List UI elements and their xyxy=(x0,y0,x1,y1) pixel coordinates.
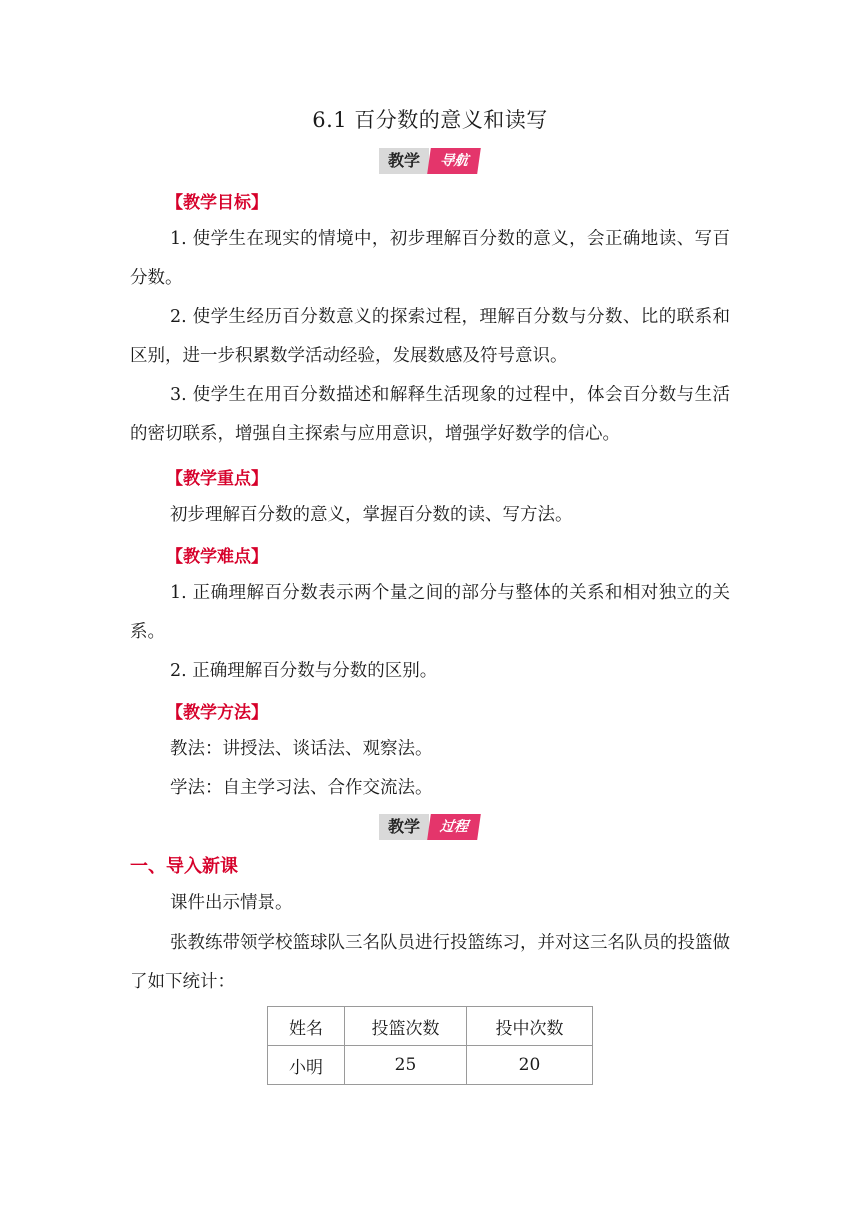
table-cell: 25 xyxy=(345,1046,467,1085)
table-cell: 20 xyxy=(467,1046,593,1085)
shooting-stats-table xyxy=(267,1006,593,1085)
difficulty-item-1: 1. 正确理解百分数表示两个量之间的部分与整体的关系和相对独立的关系。 xyxy=(130,583,730,642)
section1-paragraph-1: 课件出示情景。 xyxy=(170,893,293,913)
difficulties-heading: 【教学难点】 xyxy=(166,547,268,567)
badge-left-label: 教学 xyxy=(379,148,429,174)
methods-heading: 【教学方法】 xyxy=(166,703,268,723)
goal-item-2: 2. 使学生经历百分数意义的探索过程，理解百分数与分数、比的联系和区别，进一步积累数学活动经验，发展数感及符号意识。 xyxy=(130,307,730,366)
goal-item-3: 3. 使学生在用百分数描述和解释生活现象的过程中，体会百分数与生活的密切联系，增强自主探索与应用意识，增强学好数学的信心。 xyxy=(130,385,730,444)
key-points-heading: 【教学重点】 xyxy=(166,469,268,489)
document-title: 6.1 百分数的意义和读写 xyxy=(312,108,548,132)
badge-right-label: 导航 xyxy=(427,148,481,174)
table-header-cell: 投中次数 xyxy=(467,1007,593,1046)
teaching-nav-badge xyxy=(379,148,481,174)
badge-right-label: 过程 xyxy=(427,814,481,840)
learning-methods-text: 学法：自主学习法、合作交流法。 xyxy=(170,778,433,798)
table-header-row xyxy=(268,1007,593,1046)
table-header-cell: 姓名 xyxy=(268,1007,345,1046)
teaching-process-badge xyxy=(379,814,481,840)
section1-heading: 一、导入新课 xyxy=(130,856,238,877)
badge-left-label: 教学 xyxy=(379,814,429,840)
section1-paragraph-2: 张教练带领学校篮球队三名队员进行投篮练习，并对这三名队员的投篮做了如下统计： xyxy=(130,933,730,992)
table-cell: 小明 xyxy=(268,1046,345,1085)
goals-heading: 【教学目标】 xyxy=(166,193,268,213)
table-header-cell: 投篮次数 xyxy=(345,1007,467,1046)
goal-item-1: 1. 使学生在现实的情境中，初步理解百分数的意义，会正确地读、写百分数。 xyxy=(130,229,730,288)
difficulty-item-2: 2. 正确理解百分数与分数的区别。 xyxy=(170,661,438,681)
key-points-text: 初步理解百分数的意义，掌握百分数的读、写方法。 xyxy=(170,505,573,525)
table-row xyxy=(268,1046,593,1085)
teaching-methods-text: 教法：讲授法、谈话法、观察法。 xyxy=(170,739,433,759)
